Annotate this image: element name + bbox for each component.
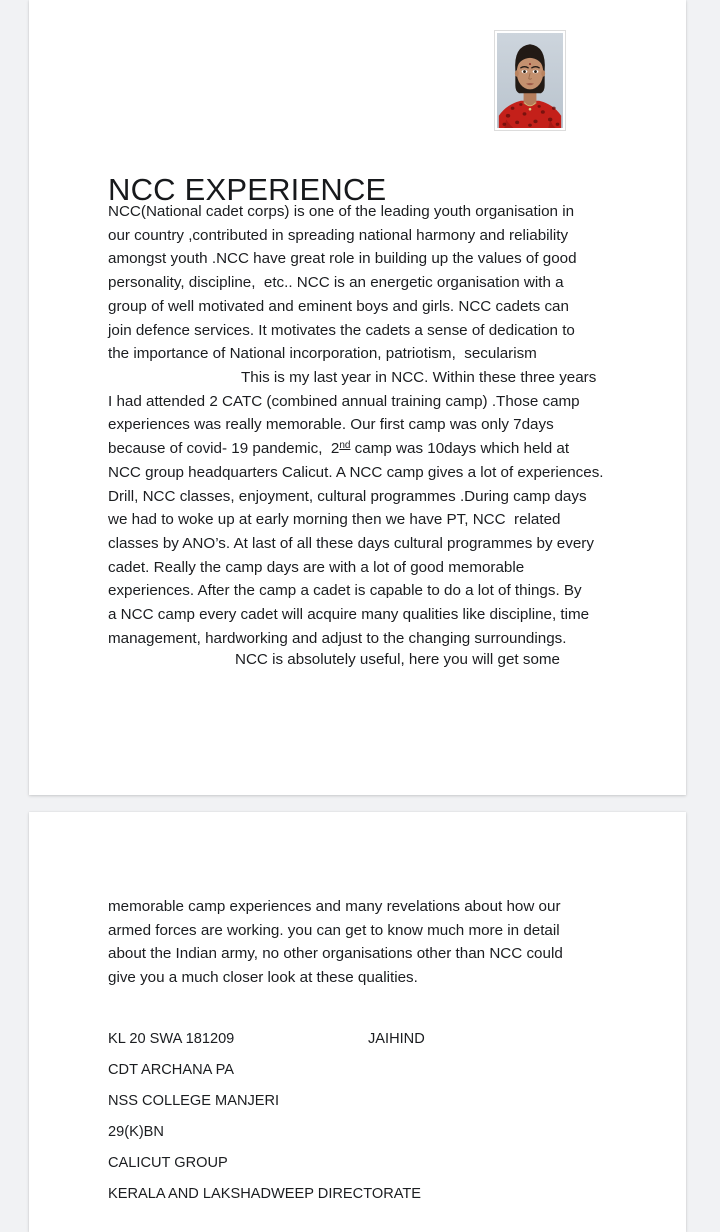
- paragraph-line: amongst youth .NCC have great role in building up the values of good: [108, 250, 577, 268]
- paragraph-line: we had to woke up at early morning then we have PT, NCC related: [108, 511, 561, 529]
- paragraph-line: memorable camp experiences and many revelations about how our: [108, 898, 561, 915]
- paragraph-line: classes by ANO’s. At last of all these days cultural programmes by every: [108, 534, 594, 552]
- group-name: CALICUT GROUP: [108, 1155, 228, 1171]
- paragraph-line: personality, discipline, etc.. NCC is an energetic organisation with a: [108, 274, 564, 292]
- paragraph-line-text: This is my last year in NCC. Within these three years: [241, 369, 597, 386]
- paragraph-line: experiences. After the camp a cadet is capable to do a lot of things. By: [108, 582, 582, 600]
- portrait-illustration: [497, 33, 563, 128]
- paragraph-line: the importance of National incorporation, patriotism, secularism: [108, 345, 537, 363]
- signoff-block: [108, 1024, 638, 1210]
- paragraph-line-text: NCC is absolutely useful, here you will get some: [235, 651, 560, 668]
- paragraph-line-indented: [108, 366, 638, 390]
- college-name: NSS COLLEGE MANJERI: [108, 1093, 280, 1109]
- signoff-row-directorate: [108, 1179, 638, 1210]
- cadet-portrait-photo: [494, 30, 566, 131]
- cadet-name: CDT ARCHANA PA: [108, 1062, 234, 1078]
- signoff-row-battalion: [108, 1117, 638, 1148]
- page-title: NCC EXPERIENCE: [108, 171, 387, 207]
- ordinal-trailing-text: camp was 10days which held at: [350, 440, 570, 458]
- paragraph-continuation: [108, 895, 638, 990]
- signoff-row-name: [108, 1055, 638, 1086]
- document-page-1: [29, 0, 686, 795]
- paragraph-line: I had attended 2 CATC (combined annual training camp) .Those camp: [108, 392, 580, 410]
- paragraph-line: give you a much closer look at these qualities.: [108, 969, 418, 987]
- paragraph-line: about the Indian army, no other organisations other than NCC could: [108, 945, 563, 963]
- battalion-name: 29(K)BN: [108, 1124, 164, 1140]
- paragraph-line: NCC group headquarters Calicut. A NCC camp gives a lot of experiences.: [108, 463, 604, 481]
- paragraph-line: cadet. Really the camp days are with a lot of good memorable: [108, 558, 525, 576]
- paragraph-camp-experience: [108, 366, 638, 650]
- salutation-jaihind: JAIHIND: [368, 1031, 425, 1047]
- signoff-row-regimental: [108, 1024, 638, 1055]
- paragraph-line: experiences was really memorable. Our first camp was only 7days: [108, 416, 554, 434]
- ordinal-prefix-text: because of covid- 19 pandemic, 2: [108, 440, 340, 458]
- paragraph-line: management, hardworking and adjust to the changing surroundings.: [108, 629, 567, 647]
- paragraph-introduction: [108, 200, 638, 366]
- signoff-row-group: [108, 1148, 638, 1179]
- directorate-name: KERALA AND LAKSHADWEEP DIRECTORATE: [108, 1186, 422, 1202]
- paragraph-line: group of well motivated and eminent boys and girls. NCC cadets can: [108, 297, 569, 315]
- paragraph-usefulness: [108, 648, 638, 672]
- regimental-number: KL 20 SWA 181209: [108, 1031, 235, 1047]
- paragraph-line-with-ordinal: [108, 437, 638, 461]
- ordinal-suffix: nd: [339, 440, 351, 452]
- paragraph-line: armed forces are working. you can get to know much more in detail: [108, 921, 560, 939]
- paragraph-line: join defence services. It motivates the cadets a sense of dedication to: [108, 321, 575, 339]
- paragraph-line: NCC(National cadet corps) is one of the leading youth organisation in: [108, 203, 575, 220]
- paragraph-line: our country ,contributed in spreading national harmony and reliability: [108, 226, 569, 244]
- paragraph-line-indented: [108, 648, 638, 672]
- signoff-row-college: [108, 1086, 638, 1117]
- document-page-2: [29, 812, 686, 1232]
- paragraph-line: Drill, NCC classes, enjoyment, cultural programmes .During camp days: [108, 487, 587, 505]
- paragraph-line: a NCC camp every cadet will acquire many qualities like discipline, time: [108, 606, 590, 624]
